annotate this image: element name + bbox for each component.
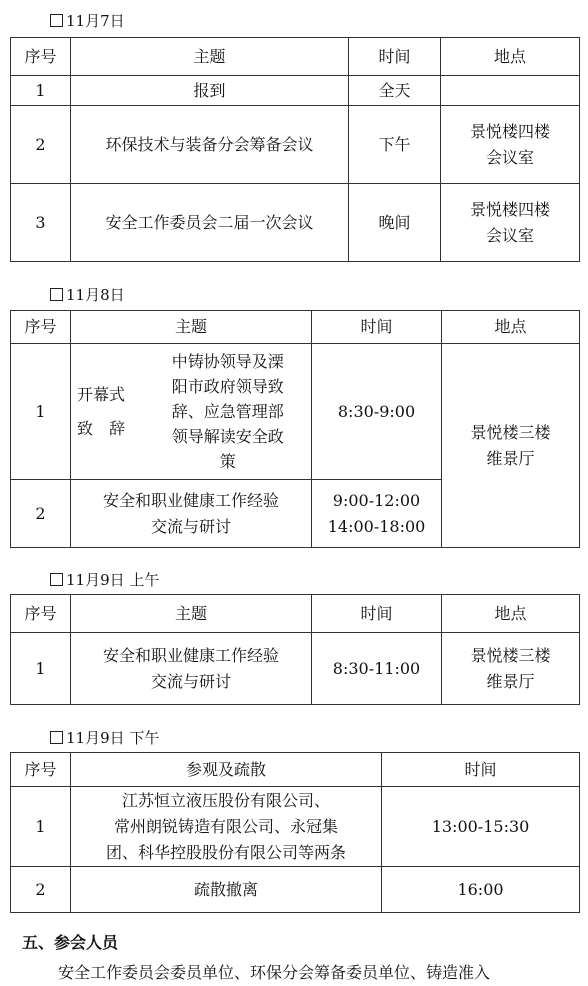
schedule-table-nov9-am (10, 594, 580, 705)
row-number: 1 (11, 787, 71, 867)
table-row (11, 106, 580, 184)
table-header-row (11, 38, 580, 76)
table-header-row (11, 595, 580, 633)
section-date-3 (50, 569, 159, 590)
row-number: 2 (11, 480, 71, 548)
row-topic: 江苏恒立液压股份有限公司、 常州朗锐铸造有限公司、永冠集 团、科华控股股份有限公司等两条 (71, 787, 382, 867)
header-cell: 序号 (11, 38, 71, 76)
row-topic: 环保技术与装备分会筹备会议 (71, 106, 349, 184)
row-number: 1 (11, 344, 71, 480)
row-topic: 疏散撤离 (71, 867, 382, 913)
schedule-table-nov9-pm (10, 752, 580, 913)
row-topic: 报到 (71, 76, 349, 106)
table-row (11, 344, 580, 480)
header-cell: 时间 (382, 753, 580, 787)
schedule-table-nov8 (10, 310, 580, 548)
row-number: 2 (11, 106, 71, 184)
table-row (11, 867, 580, 913)
table-header-row (11, 753, 580, 787)
row-number: 1 (11, 76, 71, 106)
section-date-4 (50, 727, 159, 748)
row-time: 晚间 (349, 184, 441, 262)
row-place: 景悦楼四楼 会议室 (441, 184, 580, 262)
checkbox-icon (50, 731, 63, 744)
section-date-2 (50, 284, 125, 305)
header-cell: 地点 (442, 595, 580, 633)
section-date-label: 11月9日 下午 (66, 729, 160, 747)
row-time: 8:30-11:00 (312, 633, 442, 705)
section-date-1 (50, 10, 125, 31)
header-cell: 地点 (442, 311, 580, 344)
header-cell: 主题 (71, 595, 312, 633)
row-topic: 安全和职业健康工作经验 交流与研讨 (71, 633, 312, 705)
table-row (11, 184, 580, 262)
row-place: 景悦楼三楼 维景厅 (442, 344, 580, 548)
row-number: 1 (11, 633, 71, 705)
row-time: 全天 (349, 76, 441, 106)
row-topic: 安全和职业健康工作经验 交流与研讨 (71, 480, 312, 548)
header-cell: 序号 (11, 311, 71, 344)
row-topic: 安全工作委员会二届一次会议 (71, 184, 349, 262)
header-cell: 参观及疏散 (71, 753, 382, 787)
row-time: 9:00-12:00 14:00-18:00 (312, 480, 442, 548)
table-header-row (11, 311, 580, 344)
header-cell: 时间 (312, 595, 442, 633)
row-place: 景悦楼三楼 维景厅 (442, 633, 580, 705)
table-row (11, 76, 580, 106)
table-row (11, 633, 580, 705)
checkbox-icon (50, 14, 63, 27)
row-topic: 中铸协领导及溧 阳市政府领导致 辞、应急管理部 领导解读安全政 策 (145, 344, 312, 480)
row-number: 3 (11, 184, 71, 262)
row-time: 16:00 (382, 867, 580, 913)
header-cell: 主题 (71, 38, 349, 76)
table-row (11, 787, 580, 867)
header-cell: 序号 (11, 595, 71, 633)
row-place (441, 76, 580, 106)
section-heading: 五、参会人员 (22, 933, 119, 952)
row-number: 2 (11, 867, 71, 913)
header-cell: 时间 (349, 38, 441, 76)
section-date-label: 11月7日 (66, 12, 125, 30)
checkbox-icon (50, 573, 63, 586)
row-place: 景悦楼四楼 会议室 (441, 106, 580, 184)
body-paragraph: 安全工作委员会委员单位、环保分会筹备委员单位、铸造准入 (58, 963, 491, 982)
row-time: 8:30-9:00 (312, 344, 442, 480)
checkbox-icon (50, 288, 63, 301)
row-time: 13:00-15:30 (382, 787, 580, 867)
row-topic-label: 开幕式 致 辞 (71, 344, 145, 480)
section-date-label: 11月8日 (66, 286, 125, 304)
schedule-table-nov7 (10, 37, 580, 262)
section-date-label: 11月9日 上午 (66, 571, 160, 589)
header-cell: 地点 (441, 38, 580, 76)
header-cell: 时间 (312, 311, 442, 344)
header-cell: 序号 (11, 753, 71, 787)
row-time: 下午 (349, 106, 441, 184)
header-cell: 主题 (71, 311, 312, 344)
